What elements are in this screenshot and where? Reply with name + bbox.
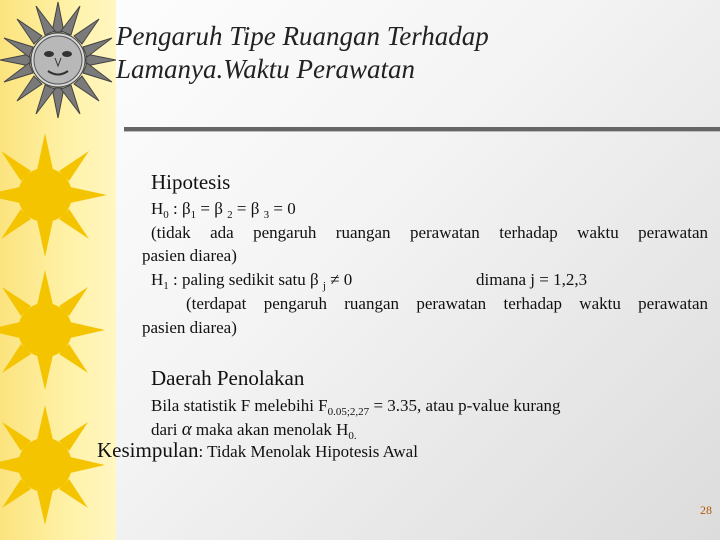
hipotesis-heading: Hipotesis [151, 170, 231, 194]
h1-description-line-2: pasien diarea) [142, 318, 237, 337]
h1-text: ≠ 0 [325, 270, 353, 289]
kesimpulan-label: Kesimpulan [97, 438, 199, 462]
h0-subscript: 3 [263, 209, 270, 221]
h0-subscript: 0 [163, 209, 169, 221]
h0-expr: = β [196, 199, 228, 218]
h0-subscript: 2 [227, 209, 233, 221]
h0-expr: = β [232, 199, 264, 218]
alpha-symbol: α [181, 419, 192, 440]
h1-description-line-1: (terdapat pengaruh ruangan perawatan terhadap waktu perawatan [186, 294, 708, 313]
null-hypothesis [151, 199, 296, 221]
slide-title-line-2: Lamanya.Waktu Perawatan [116, 54, 415, 84]
kesimpulan-text: : Tidak Menolak Hipotesis Awal [198, 442, 418, 461]
h0-subscript: 0. [348, 430, 357, 442]
h1-text: : paling sedikit satu β [168, 270, 323, 289]
h1-subscript: j [322, 280, 326, 292]
h0-description-line-2: pasien diarea) [142, 246, 237, 265]
h1-where-clause: dimana j = 1,2,3 [476, 270, 588, 289]
h0-expr: : β [168, 199, 191, 218]
h0-description-line-1: (tidak ada pengaruh ruangan perawatan terhadap waktu perawatan [151, 223, 708, 242]
h0-label: H [151, 199, 164, 218]
daerah-penolakan-heading: Daerah Penolakan [151, 366, 305, 390]
rejection-rule-text: Bila statistik F melebihi F [151, 396, 328, 415]
sun-icon [0, 400, 116, 540]
alternative-hypothesis [151, 270, 352, 292]
sun-icon [0, 120, 116, 260]
slide-title-line-1: Pengaruh Tipe Ruangan Terhadap [116, 21, 489, 51]
h0-subscript: 1 [190, 209, 197, 221]
conclusion [97, 438, 418, 463]
rejection-rule-line-1 [151, 396, 561, 418]
rejection-rule-text: dari [151, 420, 182, 439]
rejection-rule-text: = 3.35, atau p-value kurang [369, 396, 561, 415]
sun-face-icon [0, 0, 116, 120]
sun-icon [0, 265, 116, 400]
f-subscript: 0.05;2,27 [327, 406, 370, 418]
h1-label: H [151, 270, 164, 289]
h1-subscript: 1 [163, 280, 169, 292]
slide-title [116, 20, 706, 86]
h0-expr: = 0 [269, 199, 296, 218]
title-divider [124, 127, 720, 132]
rejection-rule-text: maka akan menolak H [191, 420, 349, 439]
page-number: 28 [700, 503, 712, 517]
